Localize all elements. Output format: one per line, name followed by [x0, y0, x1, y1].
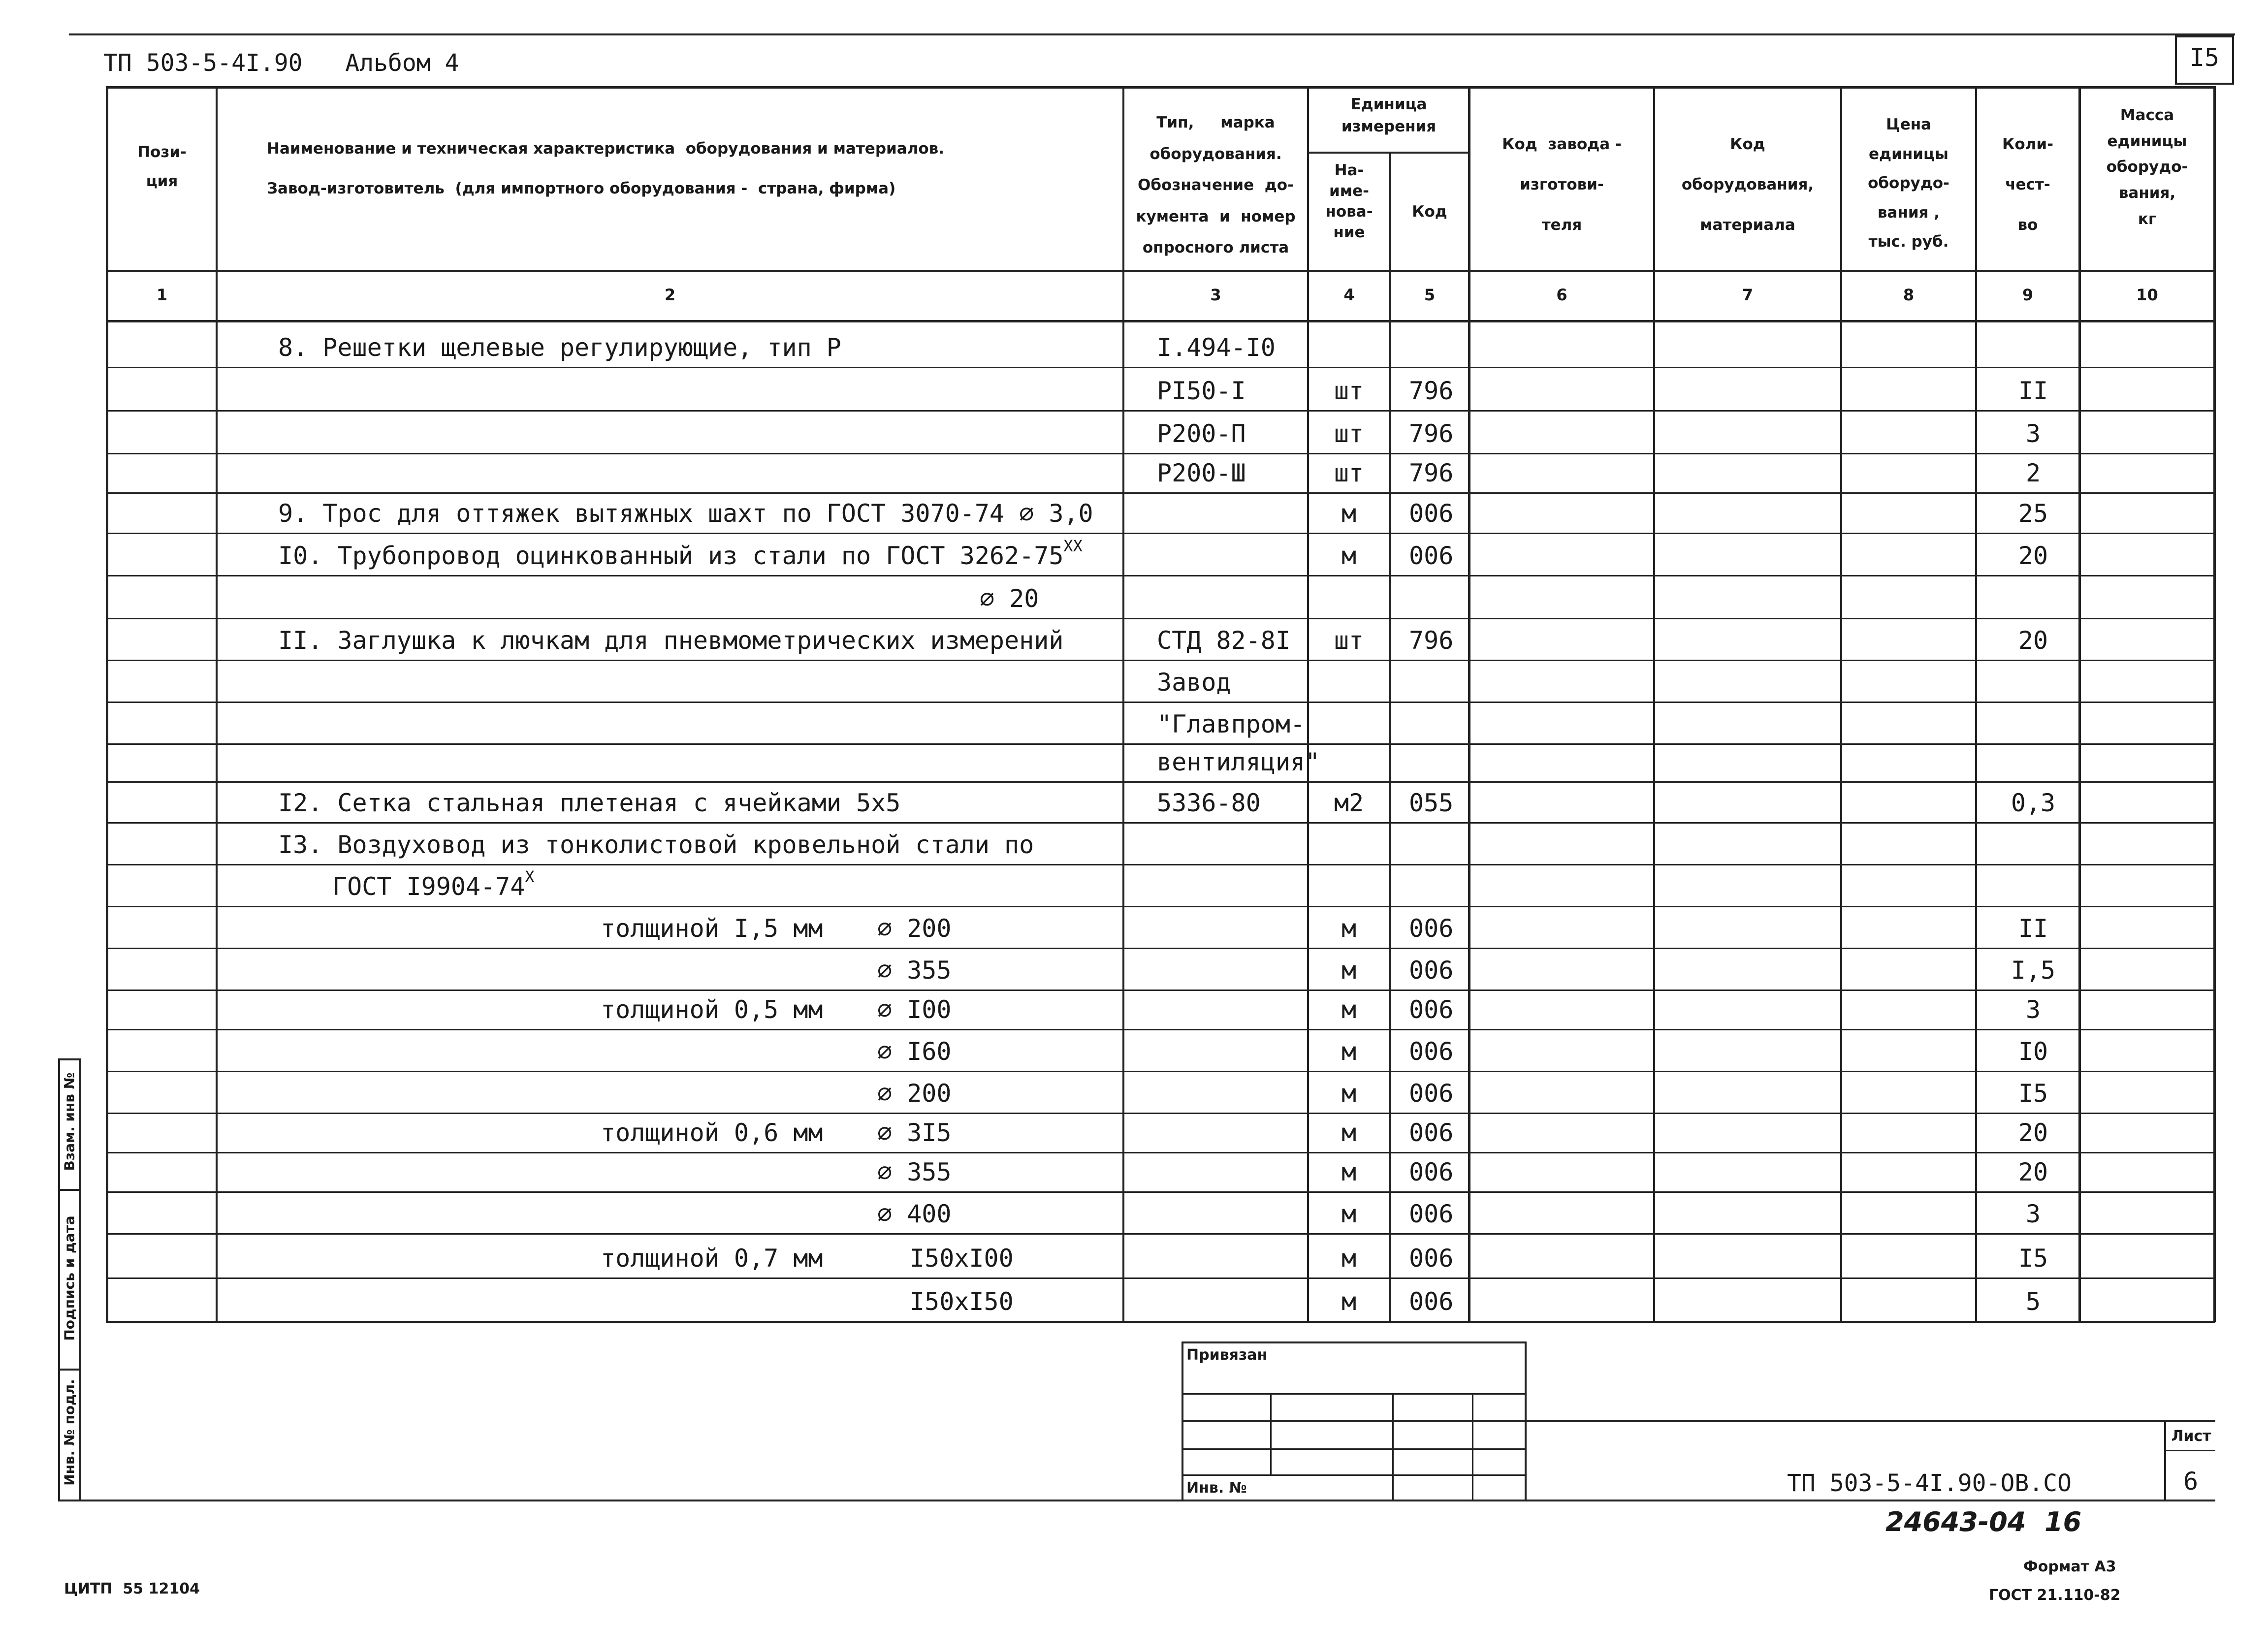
- row-separator: [106, 864, 2215, 865]
- row-unit: м: [1341, 956, 1357, 985]
- album-title: ТП 503-5-4I.90 Альбом 4: [103, 49, 459, 77]
- row-unit: м2: [1334, 789, 1364, 817]
- row-unit: м: [1341, 542, 1357, 570]
- row-separator: [106, 410, 2215, 412]
- row-code: 006: [1409, 1037, 1454, 1066]
- header-price: Цена единицы оборудо- вания , тыс. руб.: [1868, 116, 1949, 251]
- stamp-col3: [1472, 1393, 1473, 1501]
- handwritten-number: 24643-04 16: [1885, 1506, 2082, 1537]
- colnum-9: 9: [2022, 286, 2034, 304]
- row-quantity: 3: [2025, 419, 2041, 448]
- stamp-col2: [1392, 1393, 1394, 1501]
- titleblock-top: [1525, 1420, 2215, 1422]
- row-name: толщиной 0,6 мм: [601, 1118, 823, 1147]
- colnum-2: 2: [664, 286, 676, 304]
- row-name-superscript: XX: [1063, 537, 1083, 555]
- side-box-top: [58, 1058, 81, 1060]
- sheet-label: Лист: [2171, 1428, 2211, 1445]
- row-unit: м: [1341, 499, 1357, 528]
- side-box-left: [58, 1058, 60, 1501]
- colnum-3: 3: [1210, 286, 1221, 304]
- side-label-inv-original: Инв. № подл.: [61, 1379, 78, 1486]
- header-equip-code: Код оборудования, материала: [1681, 135, 1814, 234]
- row-separator: [106, 533, 2215, 534]
- row-type: 5336-80: [1157, 789, 1261, 817]
- footer-gost: ГОСТ 21.110-82: [1989, 1587, 2121, 1604]
- row-code: 006: [1409, 1118, 1454, 1147]
- stamp-col1: [1270, 1393, 1272, 1474]
- row-unit: м: [1341, 914, 1357, 943]
- row-separator: [106, 1191, 2215, 1193]
- colnum-bottom: [106, 320, 2215, 322]
- col-line-5: [1468, 86, 1470, 1322]
- col-line-3: [1307, 86, 1309, 1322]
- row-unit: шт: [1334, 377, 1364, 405]
- row-code: 006: [1409, 914, 1454, 943]
- colnum-10: 10: [2136, 286, 2158, 304]
- col-line-8: [1975, 86, 1977, 1322]
- row-quantity: 3: [2025, 995, 2041, 1024]
- row-quantity: 2: [2025, 459, 2041, 487]
- row-unit: м: [1341, 1200, 1357, 1228]
- row-dimension: ∅ 355: [877, 956, 952, 985]
- col-line-7: [1840, 86, 1842, 1322]
- frame-bottom-line: [58, 1500, 2215, 1501]
- header-bottom: [106, 270, 2215, 272]
- stamp-top: [1182, 1341, 1526, 1343]
- row-quantity: I5: [2018, 1079, 2048, 1108]
- row-unit: м: [1341, 1244, 1357, 1273]
- stamp-inv-label: Инв. №: [1186, 1479, 1247, 1497]
- unit-subheader-line: [1307, 152, 1469, 154]
- row-quantity: 25: [2018, 499, 2048, 528]
- row-quantity: 20: [2018, 626, 2048, 655]
- footer-format: Формат А3: [2023, 1558, 2116, 1575]
- row-dimension: ∅ 355: [877, 1158, 952, 1186]
- row-code: 796: [1409, 419, 1454, 448]
- row-name: I0. Трубопровод оцинкованный из стали по ГОСТ 3262-75: [278, 542, 1064, 570]
- row-separator: [106, 367, 2215, 368]
- row-quantity: I0: [2018, 1037, 2048, 1066]
- row-code: 796: [1409, 459, 1454, 487]
- row-separator: [106, 822, 2215, 824]
- row-quantity: II: [2018, 377, 2048, 405]
- row-type: I.494-I0: [1157, 333, 1276, 362]
- row-type: PI50-I: [1157, 377, 1246, 405]
- row-quantity: 20: [2018, 1158, 2048, 1186]
- row-separator: [106, 906, 2215, 907]
- row-unit: шт: [1334, 626, 1364, 655]
- footer-left-code: ЦИТП 55 12104: [64, 1580, 200, 1597]
- row-separator: [106, 743, 2215, 745]
- row-separator: [106, 1152, 2215, 1153]
- row-separator: [106, 618, 2215, 619]
- row-quantity: 0,3: [2011, 789, 2056, 817]
- row-unit: м: [1341, 1158, 1357, 1186]
- row-dimension: ∅ 200: [877, 914, 952, 943]
- col-line-9: [2078, 86, 2081, 1322]
- row-separator: [106, 1029, 2215, 1030]
- row-name: толщиной 0,7 мм: [601, 1244, 823, 1273]
- colnum-1: 1: [156, 286, 168, 304]
- row-unit: шт: [1334, 419, 1364, 448]
- row-separator: [106, 948, 2215, 949]
- frame-mid-line: [118, 1321, 2215, 1323]
- header-name: Наименование и техническая характеристика оборудования и материалов. Завод-изготовитель (для импортного оборудования - страна, фирма): [267, 140, 945, 197]
- side-box-div1: [58, 1189, 81, 1191]
- stamp-row3: [1182, 1448, 1526, 1450]
- row-type: P200-П: [1157, 419, 1246, 448]
- colnum-6: 6: [1556, 286, 1567, 304]
- row-quantity: 3: [2025, 1200, 2041, 1228]
- row-dimension: I50xI00: [910, 1244, 1014, 1273]
- row-separator: [106, 1277, 2215, 1279]
- row-unit: м: [1341, 995, 1357, 1024]
- sheet-number: 6: [2183, 1467, 2199, 1496]
- row-separator: [106, 453, 2215, 454]
- side-box-div2: [58, 1369, 81, 1371]
- row-quantity: 20: [2018, 1118, 2048, 1147]
- row-unit: м: [1341, 1287, 1357, 1316]
- row-type: Завод: [1157, 668, 1231, 697]
- col-line-4: [1389, 153, 1391, 1322]
- row-dimension: I50xI50: [910, 1287, 1014, 1316]
- col-line-1: [216, 86, 218, 1322]
- side-box-right: [79, 1058, 81, 1501]
- corner-sheet-number: I5: [2189, 43, 2220, 72]
- colnum-7: 7: [1742, 286, 1754, 304]
- row-quantity: I5: [2018, 1244, 2048, 1273]
- row-quantity: I,5: [2011, 956, 2056, 985]
- sheet-box-mid: [2164, 1450, 2215, 1451]
- row-separator: [106, 492, 2215, 494]
- row-name: 8. Решетки щелевые регулирующие, тип Р: [278, 333, 841, 362]
- header-unit-name: На- име- нова- ние: [1325, 161, 1373, 241]
- row-name: 9. Трос для оттяжек вытяжных шахт по ГОСТ 3070-74 ∅ 3,0: [278, 499, 1093, 528]
- row-dimension: ∅ 400: [877, 1200, 952, 1228]
- colnum-5: 5: [1424, 286, 1436, 304]
- header-unit-code: Код: [1412, 203, 1447, 221]
- row-code: 006: [1409, 1079, 1454, 1108]
- row-code: 006: [1409, 995, 1454, 1024]
- side-label-replace-inv: Взам. инв №: [61, 1072, 78, 1171]
- row-name: толщиной I,5 мм: [601, 914, 823, 943]
- row-dimension: ∅ I60: [877, 1037, 952, 1066]
- row-code: 006: [1409, 1244, 1454, 1273]
- header-quantity: Коли- чест- во: [2002, 135, 2053, 234]
- colnum-8: 8: [1903, 286, 1915, 304]
- row-name: I2. Сетка стальная плетеная с ячейками 5x5: [278, 789, 901, 817]
- frame-top-line: [69, 33, 2235, 35]
- header-maker-code: Код завода - изготови- теля: [1502, 135, 1622, 234]
- col-line-2: [1122, 86, 1124, 1322]
- row-code: 006: [1409, 1287, 1454, 1316]
- row-code: 006: [1409, 499, 1454, 528]
- row-name: I3. Воздуховод из тонколистовой кровельной стали по: [278, 830, 1034, 859]
- row-separator: [106, 575, 2215, 576]
- row-type: P200-Ш: [1157, 459, 1246, 487]
- row-separator: [106, 1233, 2215, 1235]
- row-separator: [106, 1113, 2215, 1114]
- row-name: ГОСТ I9904-74: [332, 872, 525, 901]
- row-unit: шт: [1334, 459, 1364, 487]
- row-quantity: II: [2018, 914, 2048, 943]
- header-position: Пози- ция: [137, 143, 187, 190]
- row-separator: [106, 702, 2215, 703]
- row-code: 055: [1409, 789, 1454, 817]
- col-line-6: [1653, 86, 1655, 1322]
- row-name-superscript: X: [525, 867, 535, 886]
- row-dimension: ∅ 3I5: [877, 1118, 952, 1147]
- stamp-row1: [1182, 1393, 1526, 1395]
- colnum-4: 4: [1343, 286, 1355, 304]
- row-unit: м: [1341, 1079, 1357, 1108]
- row-code: 006: [1409, 956, 1454, 985]
- row-type: вентиляция": [1157, 748, 1320, 776]
- side-label-signature-date: Подпись и дата: [61, 1215, 78, 1341]
- row-code: 006: [1409, 542, 1454, 570]
- row-unit: м: [1341, 1037, 1357, 1066]
- row-quantity: 5: [2025, 1287, 2041, 1316]
- row-quantity: 20: [2018, 542, 2048, 570]
- stamp-row4: [1182, 1474, 1526, 1476]
- row-separator: [106, 781, 2215, 783]
- table-top: [106, 86, 2215, 89]
- row-type: "Главпром-: [1157, 710, 1306, 738]
- row-separator: [106, 660, 2215, 661]
- stamp-attached-label: Привязан: [1186, 1346, 1268, 1364]
- row-name: II. Заглушка к лючкам для пневмометрических измерений: [278, 626, 1064, 655]
- stamp-row2: [1182, 1420, 1526, 1422]
- row-separator: [106, 990, 2215, 991]
- header-unit: Единица измерения: [1341, 96, 1437, 135]
- header-mass: Масса единицы оборудо- вания, кг: [2106, 106, 2188, 228]
- row-code: 796: [1409, 377, 1454, 405]
- row-code: 006: [1409, 1200, 1454, 1228]
- row-code: 006: [1409, 1158, 1454, 1186]
- row-separator: [106, 1071, 2215, 1072]
- row-dimension: ∅ 200: [877, 1079, 952, 1108]
- document-code: ТП 503-5-4I.90-ОВ.СО: [1787, 1469, 2072, 1497]
- header-type: Тип, марка оборудования. Обозначение до- кумента и номер опросного листа: [1136, 114, 1296, 257]
- row-type: СТД 82-8I: [1157, 626, 1290, 655]
- row-name: толщиной 0,5 мм: [601, 995, 823, 1024]
- row-dimension: ∅ I00: [877, 995, 952, 1024]
- row-name: ∅ 20: [980, 584, 1039, 613]
- row-unit: м: [1341, 1118, 1357, 1147]
- row-code: 796: [1409, 626, 1454, 655]
